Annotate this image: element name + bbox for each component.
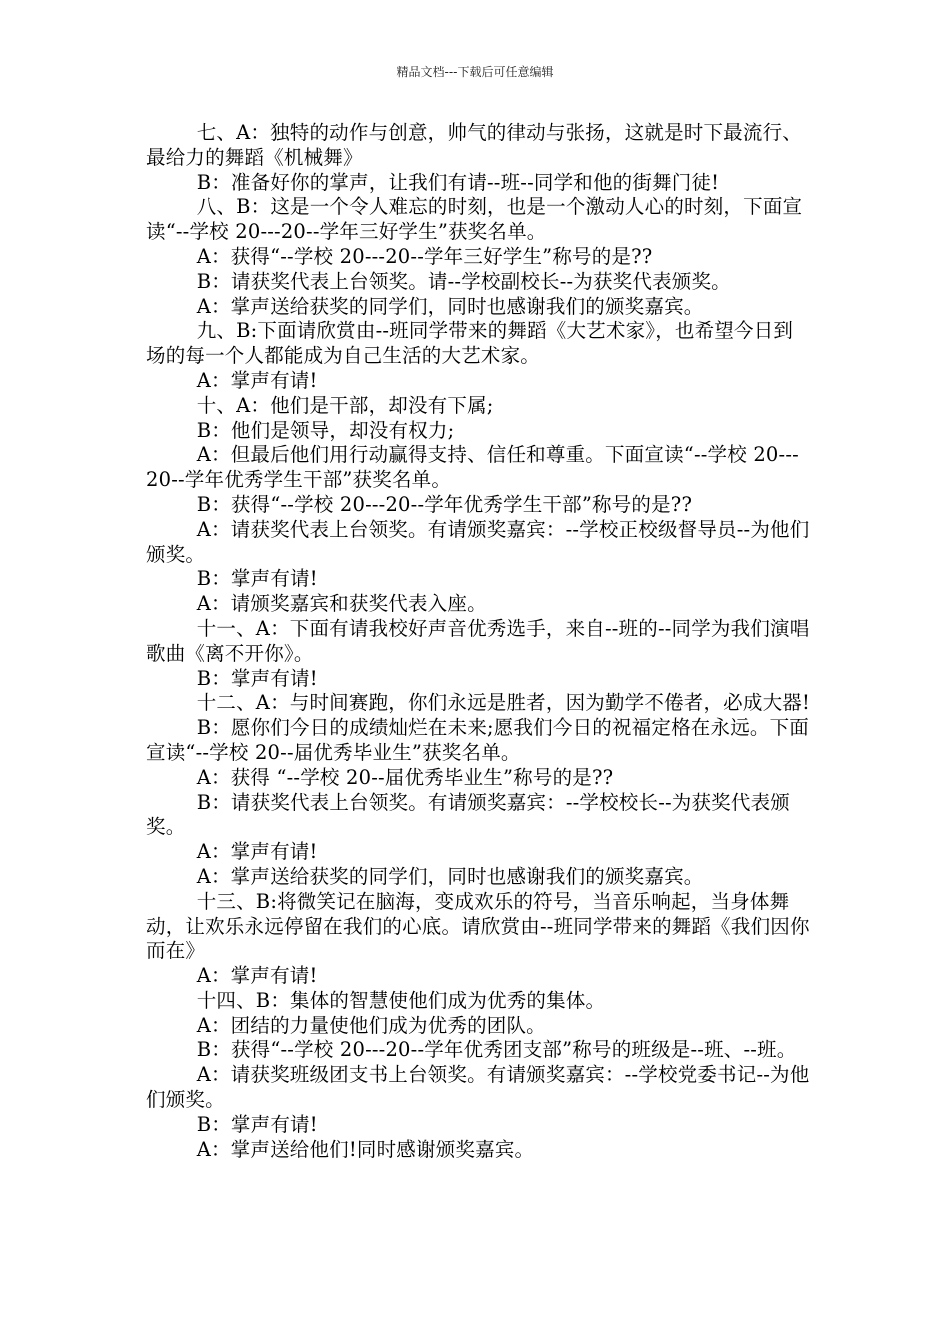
paragraph: A：请获奖班级团支书上台领奖。有请颁奖嘉宾：--学校党委书记--为他们颁奖。: [146, 1063, 810, 1112]
paragraph: B：掌声有请!: [196, 1112, 318, 1136]
paragraph: 九、B:下面请欣赏由--班同学带来的舞蹈《大艺术家》，也希望今日到场的每一个人都能成为自己生活的大艺术家。: [146, 319, 794, 368]
paragraph: 十一、A：下面有请我校好声音优秀选手，来自--班的--同学为我们演唱歌曲《离不开你》。: [146, 616, 810, 665]
paragraph: B：准备好你的掌声，让我们有请--班--同学和他的街舞门徒!: [196, 170, 720, 194]
paragraph: B：获得“--学校 20---20--学年优秀学生干部”称号的是??: [196, 492, 693, 516]
paragraph: A：掌声有请!: [196, 964, 318, 988]
paragraph: A：掌声有请!: [196, 840, 318, 864]
paragraph: 十四、B：集体的智慧使他们成为优秀的集体。: [196, 988, 606, 1012]
paragraph: A：团结的力量使他们成为优秀的团队。: [196, 1013, 546, 1037]
paragraph: 十二、A：与时间赛跑，你们永远是胜者，因为勤学不倦者，必成大器!: [196, 691, 811, 715]
paragraph: B：他们是领导，却没有权力;: [196, 418, 455, 442]
paragraph: B：请获奖代表上台领奖。有请颁奖嘉宾：--学校校长--为获奖代表颁奖。: [146, 790, 790, 839]
paragraph: B：愿你们今日的成绩灿烂在未来;愿我们今日的祝福定格在永远。下面宣读“--学校 20--届优秀毕业生”获奖名单。: [146, 716, 809, 764]
paragraph: B：获得“--学校 20---20--学年优秀团支部”称号的班级是--班、--班。: [196, 1038, 797, 1062]
paragraph: A：但最后他们用行动赢得支持、信任和尊重。下面宣读“--学校 20---20--学年优秀学生干部”获奖名单。: [146, 443, 799, 492]
paragraph: B：请获奖代表上台领奖。请--学校副校长--为获奖代表颁奖。: [196, 269, 731, 293]
paragraph: A：掌声送给获奖的同学们，同时也感谢我们的颁奖嘉宾。: [196, 294, 704, 318]
paragraph: 十、A：他们是干部，却没有下属;: [196, 393, 494, 417]
paragraph: B：掌声有请!: [196, 666, 318, 690]
paragraph: 八、B：这是一个令人难忘的时刻，也是一个激动人心的时刻，下面宣读“--学校 20---20--学年三好学生”获奖名单。: [146, 195, 803, 244]
paragraph: A：掌声送给他们!同时感谢颁奖嘉宾。: [196, 1137, 535, 1161]
paragraph: A：获得“--学校 20---20--学年三好学生”称号的是??: [196, 244, 653, 268]
paragraph: A：获得 “--学校 20--届优秀毕业生”称号的是??: [196, 765, 614, 789]
paragraph: A：请颁奖嘉宾和获奖代表入座。: [196, 592, 487, 616]
paragraph: B：掌声有请!: [196, 567, 318, 591]
paragraph: 七、A：独特的动作与创意，帅气的律动与张扬，这就是时下最流行、最给力的舞蹈《机械舞》: [146, 121, 802, 169]
document-body: [146, 121, 810, 1162]
paragraph: A：掌声有请!: [196, 368, 318, 392]
paragraph: A：掌声送给获奖的同学们，同时也感谢我们的颁奖嘉宾。: [196, 864, 704, 888]
paragraph: A：请获奖代表上台领奖。有请颁奖嘉宾：--学校正校级督导员--为他们颁奖。: [146, 517, 810, 566]
page-header: 精品文档---下载后可任意编辑: [396, 65, 554, 79]
paragraph: 十三、B:将微笑记在脑海，变成欢乐的符号，当音乐响起，当身体舞动，让欢乐永远停留在我们的心底。请欣赏由--班同学带来的舞蹈《我们因你而在》: [146, 889, 810, 963]
